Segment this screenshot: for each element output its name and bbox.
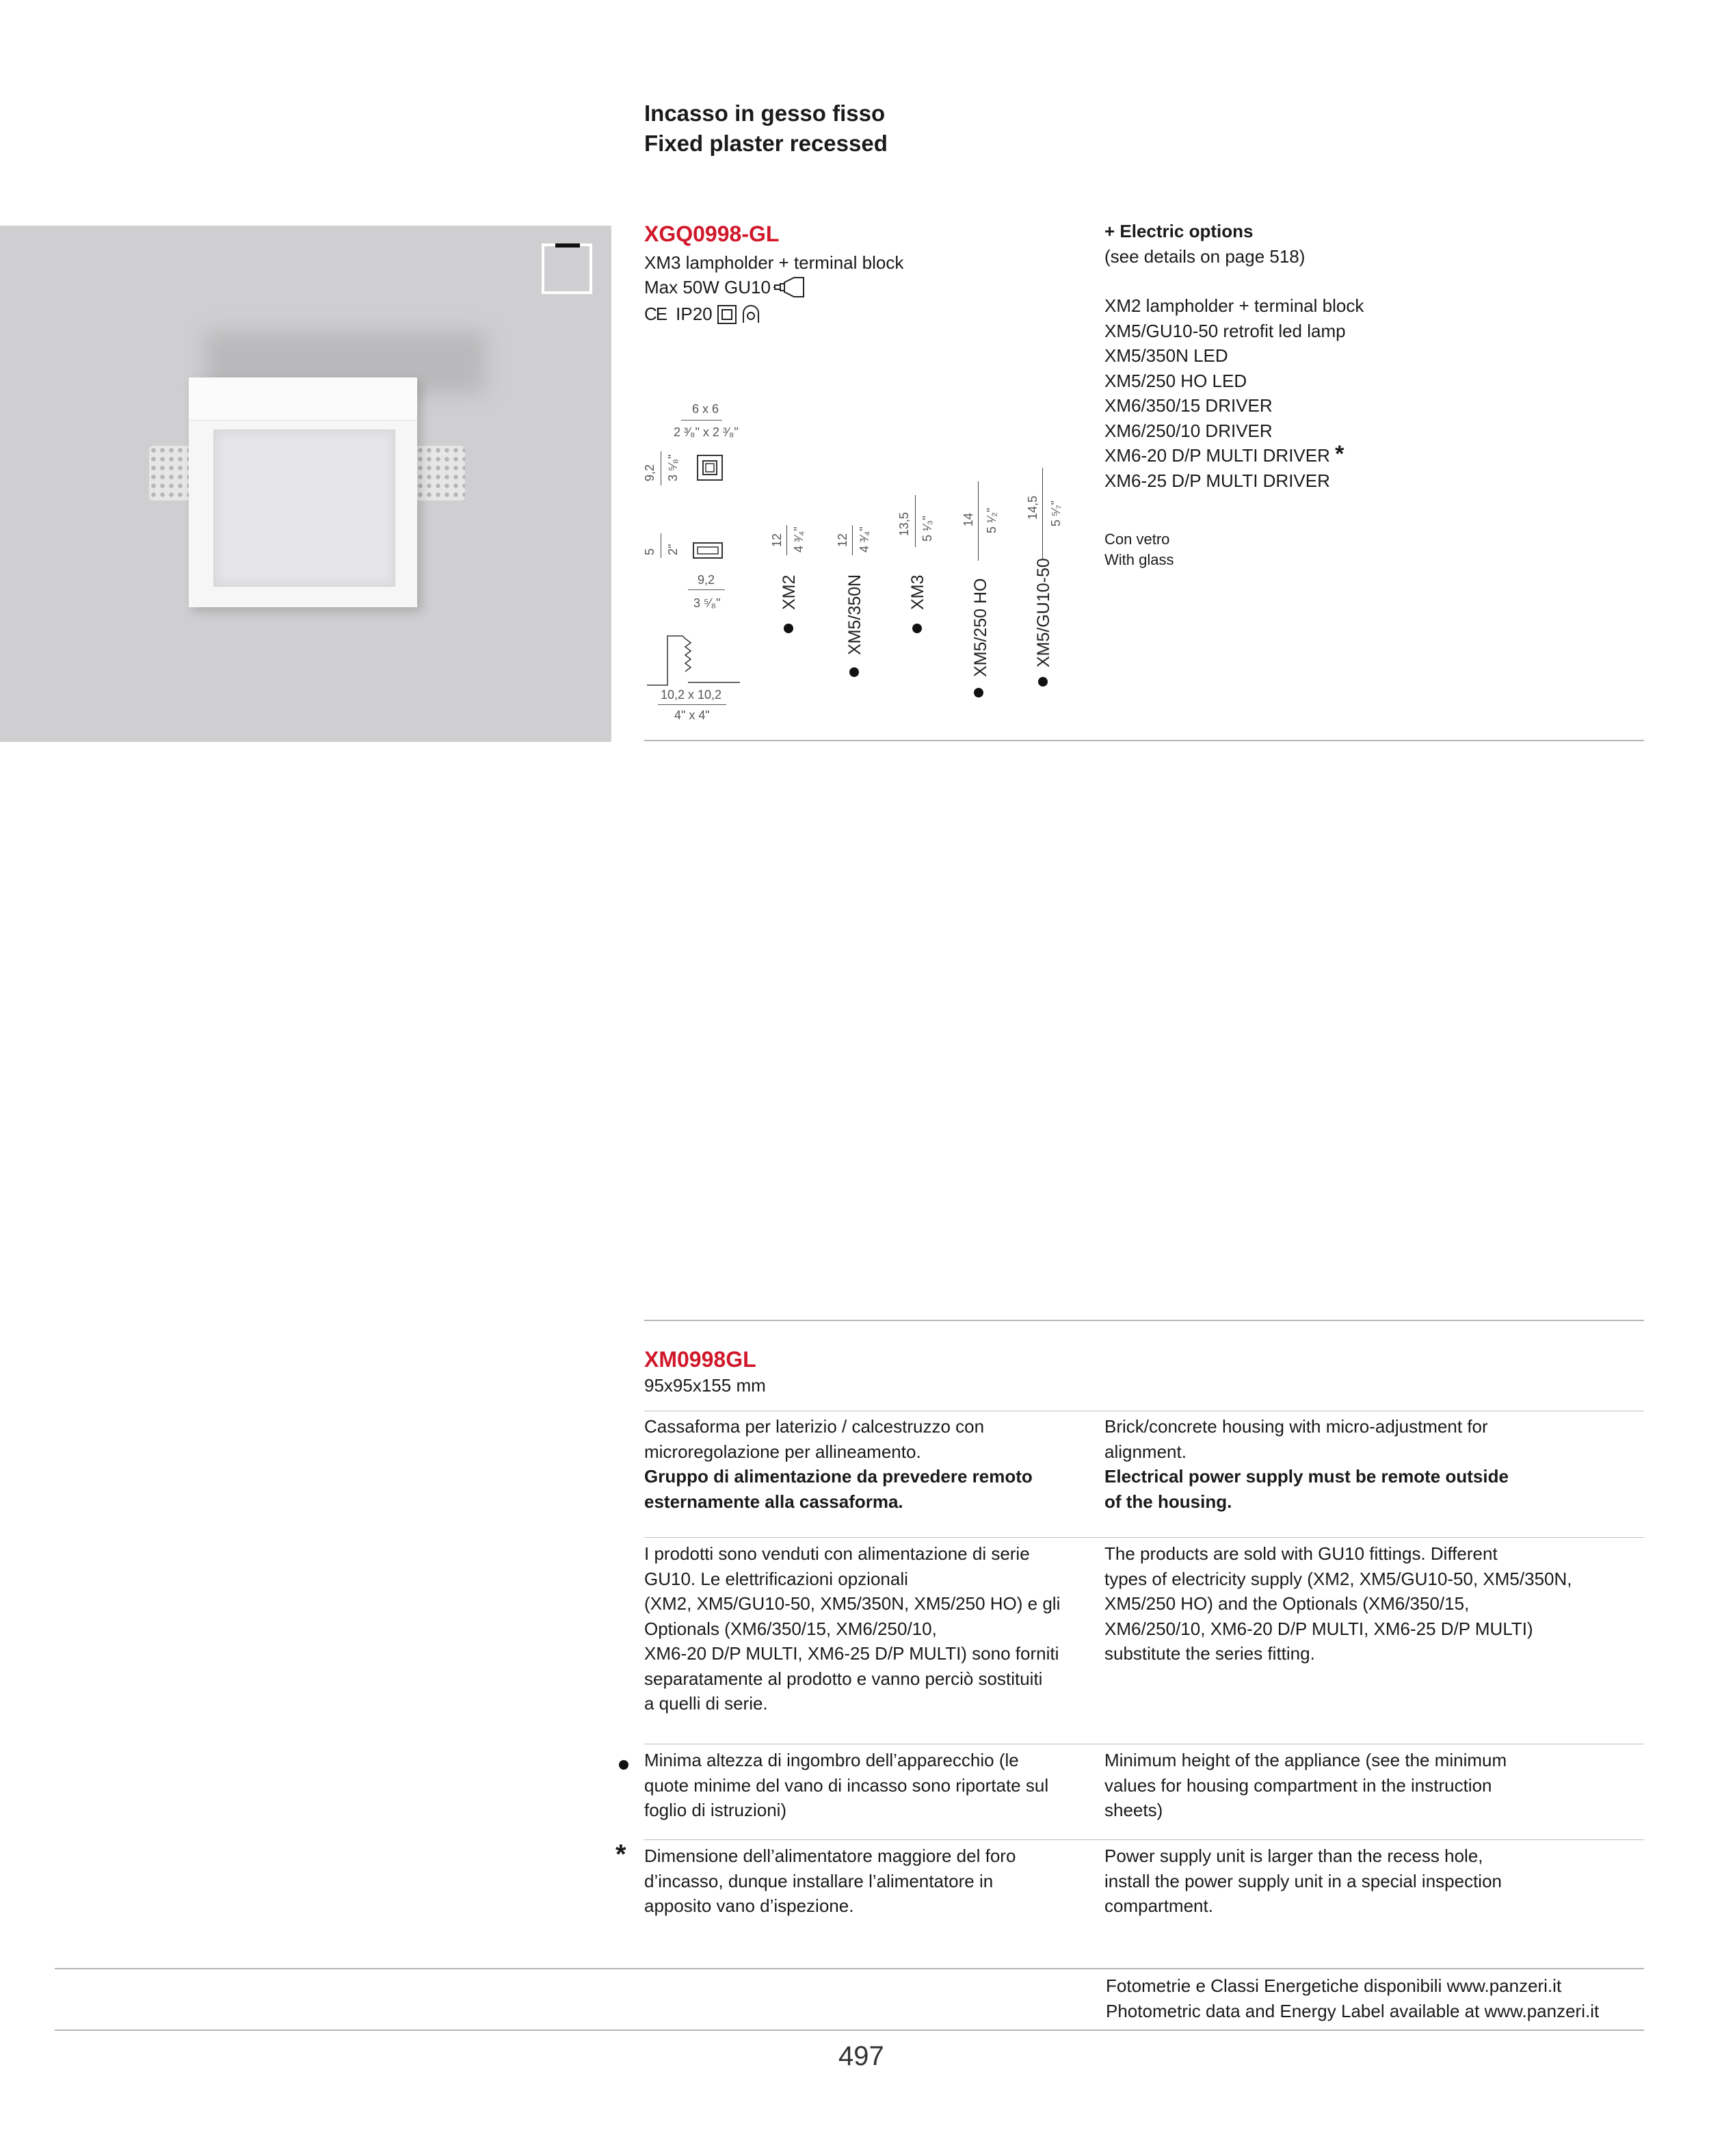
text-line: values for housing compartment in the instruction: [1104, 1774, 1492, 1796]
depth-cm: 12: [770, 533, 784, 547]
depth-cm: 12: [836, 533, 849, 547]
footer-line-en: Photometric data and Energy Label available at www.panzeri.it: [1106, 2000, 1600, 2021]
ip-rating: IP20: [676, 304, 713, 324]
gu10-lamp-icon: [773, 276, 806, 299]
depth-line: [978, 481, 979, 561]
footer-divider: [55, 2029, 1644, 2031]
depth-line: [786, 525, 787, 555]
min-height-dot: [912, 624, 922, 633]
glass-note-it: Con vetro: [1104, 531, 1170, 548]
footer-divider: [55, 1968, 1644, 1969]
insulation-covering-icon: [741, 305, 760, 324]
product-lampholder: XM3 lampholder + terminal block: [644, 252, 904, 273]
text-line: a quelli di serie.: [644, 1693, 768, 1714]
dim-hole-in: 4" x 4": [674, 708, 710, 722]
supply-note-en: [1104, 1541, 1638, 1666]
top-view-square-icon: [696, 454, 724, 481]
text-line: d’incasso, dunque installare l’alimentatore in: [644, 1870, 994, 1891]
option-item: XM6/250/10 DRIVER: [1104, 420, 1273, 441]
text-line: alignment.: [1104, 1441, 1187, 1462]
title-italian: Incasso in gesso fisso: [644, 101, 886, 126]
text-line: install the power supply unit in a special inspection: [1104, 1870, 1502, 1891]
option-item: XM6/350/15 DRIVER: [1104, 395, 1273, 416]
text-line: (XM2, XM5/GU10-50, XM5/350N, XM5/250 HO) e gli: [644, 1593, 1061, 1614]
row-divider: [644, 1537, 1644, 1538]
housing-size: 95x95x155 mm: [644, 1375, 766, 1396]
recess-hole-icon: [646, 630, 741, 687]
option-item: XM6-25 D/P MULTI DRIVER: [1104, 470, 1330, 491]
glass-note-en: With glass: [1104, 551, 1174, 568]
depth-line: [915, 495, 916, 547]
text-line: types of electricity supply (XM2, XM5/GU10-50, XM5/350N,: [1104, 1568, 1572, 1589]
min-height-dot: [849, 667, 859, 677]
legend-dot-it: [644, 1748, 1096, 1823]
depth-in: 4 ³⁄₄": [858, 527, 871, 553]
max-power-text: Max 50W GU10: [644, 277, 771, 297]
option-item-starred: [1104, 443, 1528, 468]
square-shape-icon: [542, 243, 592, 294]
ce-mark: CE: [644, 304, 667, 324]
depth-line: [1042, 468, 1043, 559]
legend-dot-en: [1104, 1748, 1624, 1823]
row-divider: [644, 1839, 1644, 1840]
depth-label: XM5/350N: [845, 574, 864, 655]
text-line: I prodotti sono venduti con alimentazione di serie: [644, 1543, 1030, 1564]
photo-plaster-frame: [189, 377, 417, 607]
depth-label: XM3: [908, 574, 927, 610]
text-line: quote minime del vano di incasso sono riportate sul: [644, 1774, 1049, 1796]
dim-top-in: 2 ³⁄₈" x 2 ³⁄₈": [674, 425, 739, 439]
text-line: XM5/250 HO) and the Optionals (XM6/350/15,: [1104, 1593, 1470, 1614]
depth-cm: 14,5: [1026, 495, 1039, 520]
text-line: Optionals (XM6/350/15, XM6/250/10,: [644, 1618, 937, 1639]
depth-cm: 13,5: [897, 511, 911, 536]
dim-top-line: [681, 420, 722, 421]
supply-note-it: [644, 1541, 1096, 1716]
legend-star-it: [644, 1844, 1096, 1919]
text-line: separatamente al prodotto e vanno perciò sostituiti: [644, 1668, 1043, 1689]
text-line-bold: Gruppo di alimentazione da prevedere remoto: [644, 1466, 1033, 1487]
depth-in: 4 ³⁄₄": [792, 527, 806, 553]
photo-glass-diffuser: [213, 429, 395, 587]
text-line: sheets): [1104, 1800, 1163, 1820]
depth-label: XM5/250 HO: [971, 578, 990, 677]
depth-in: 5 ¹⁄₃": [920, 516, 934, 542]
text-line: foglio di istruzioni): [644, 1800, 787, 1820]
option-item: XM5/350N LED: [1104, 345, 1228, 366]
dim-height-cm: 5: [643, 548, 657, 555]
star-icon: *: [615, 1839, 626, 1869]
option-item: XM2 lampholder + terminal block: [1104, 295, 1364, 316]
option-item: XM5/250 HO LED: [1104, 370, 1247, 391]
badge-tick: [555, 243, 580, 248]
text-line: substitute the series fitting.: [1104, 1643, 1315, 1664]
dim-side-in: 3 ⁵⁄₈": [666, 454, 680, 481]
depth-line: [852, 525, 853, 555]
footer-notes: [1106, 1973, 1599, 2023]
min-height-dot: [784, 624, 793, 633]
product-photo: [0, 226, 611, 742]
page-number: 497: [838, 2041, 884, 2071]
housing-desc-en: [1104, 1414, 1624, 1514]
depth-label: XM5/GU10-50: [1034, 558, 1053, 667]
spacer: [1104, 269, 1528, 293]
option-item-text: XM6-20 D/P MULTI DRIVER: [1104, 445, 1330, 466]
text-line: XM6/250/10, XM6-20 D/P MULTI, XM6-25 D/P MULTI): [1104, 1618, 1533, 1639]
depth-label: XM2: [780, 574, 799, 610]
depth-in: 5 ⁵⁄₇": [1049, 500, 1063, 527]
photo-frame-top: [189, 377, 417, 421]
housing-code: XM0998GL: [644, 1347, 756, 1372]
text-line: Power supply unit is larger than the recess hole,: [1104, 1846, 1483, 1866]
text-line: GU10. Le elettrificazioni opzionali: [644, 1568, 908, 1589]
title-english: Fixed plaster recessed: [644, 131, 888, 156]
text-line-bold: Electrical power supply must be remote outside: [1104, 1466, 1509, 1487]
text-line: XM6-20 D/P MULTI, XM6-25 D/P MULTI) sono forniti: [644, 1643, 1059, 1664]
text-line-bold: of the housing.: [1104, 1491, 1232, 1512]
class-ii-insulation-icon: [717, 304, 737, 325]
dim-hole-cm: 10,2 x 10,2: [661, 688, 722, 702]
product-certifications: [644, 304, 760, 325]
dim-width-cm: 9,2: [698, 573, 715, 587]
text-line: Cassaforma per laterizio / calcestruzzo con: [644, 1416, 985, 1437]
dim-hole-line: [658, 704, 726, 705]
text-line: Minimum height of the appliance (see the minimum: [1104, 1750, 1507, 1770]
text-line: The products are sold with GU10 fittings. Different: [1104, 1543, 1498, 1564]
depth-cm: 14: [962, 512, 975, 527]
dim-width-line: [688, 589, 725, 590]
text-line: Dimensione dell’alimentatore maggiore del foro: [644, 1846, 1016, 1866]
dim-height-in: 2": [666, 544, 680, 555]
legend-star-en: [1104, 1844, 1624, 1919]
product-max-power: [644, 275, 806, 300]
text-line: Minima altezza di ingombro dell’apparecchio (le: [644, 1750, 1019, 1770]
depth-in: 5 ¹⁄₂": [985, 507, 998, 533]
text-line: apposito vano d’ispezione.: [644, 1895, 854, 1916]
min-height-dot-icon: [619, 1760, 628, 1770]
min-height-dot: [974, 688, 983, 697]
page-title: [644, 98, 888, 159]
glass-note: [1104, 529, 1174, 570]
star-icon: *: [1335, 441, 1344, 467]
option-item: XM5/GU10-50 retrofit led lamp: [1104, 320, 1346, 341]
electric-options: [1104, 219, 1528, 493]
electric-options-note: (see details on page 518): [1104, 245, 1306, 267]
dim-top-cm: 6 x 6: [692, 402, 719, 416]
min-height-dot: [1038, 677, 1048, 687]
text-line-bold: esternamente alla cassaforma.: [644, 1491, 903, 1512]
electric-options-heading: + Electric options: [1104, 221, 1254, 241]
product-code: XGQ0998-GL: [644, 222, 780, 246]
section-divider: [644, 1320, 1644, 1321]
text-line: Brick/concrete housing with micro-adjustment for: [1104, 1416, 1488, 1437]
side-view-housing-icon: [692, 540, 724, 561]
text-line: compartment.: [1104, 1895, 1213, 1916]
section-divider: [644, 740, 1644, 741]
dim-width-in: 3 ⁵⁄₈": [693, 596, 721, 610]
dim-side-cm: 9,2: [643, 464, 657, 481]
housing-desc-it: [644, 1414, 1082, 1514]
footer-line-it: Fotometrie e Classi Energetiche disponibili www.panzeri.it: [1106, 1975, 1562, 1996]
text-line: microregolazione per allineamento.: [644, 1441, 921, 1462]
